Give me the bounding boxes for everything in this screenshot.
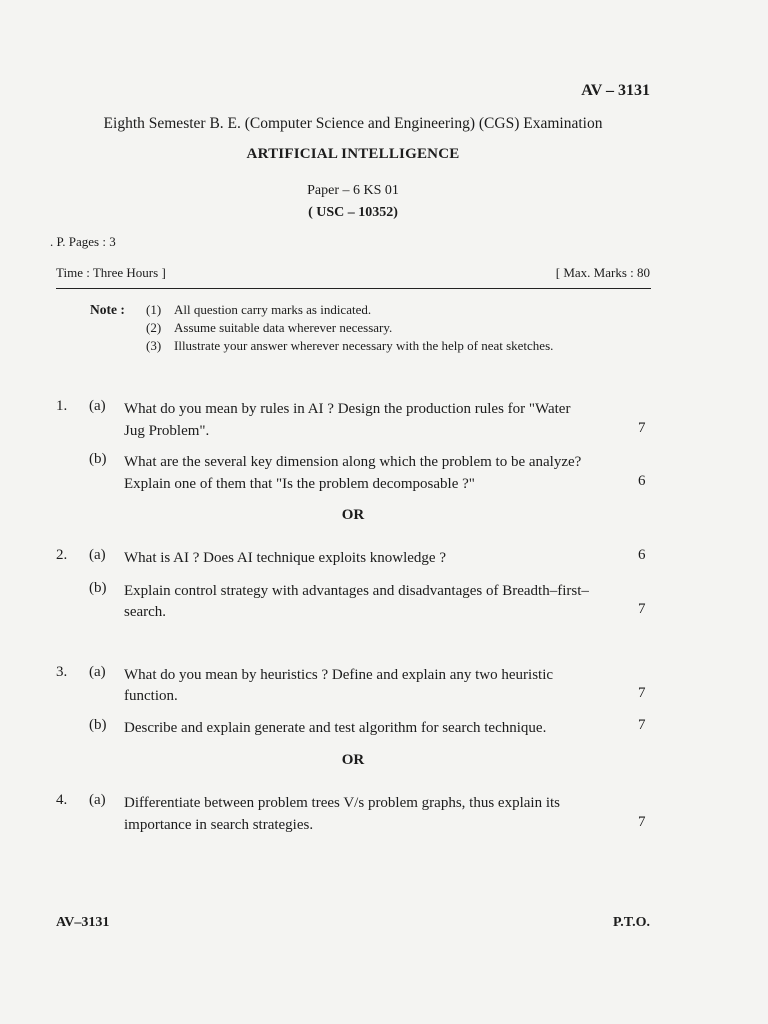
question-part-label: (b) [89,580,107,596]
max-marks: [ Max. Marks : 80 [555,265,650,280]
question-marks: 6 [638,547,646,563]
question-text: search. [124,604,167,620]
paper-code: AV – 3131 [581,82,650,99]
question-text: Explain control strategy with advantages and disadvantages of Breadth–first– [124,583,589,599]
exam-title: Eighth Semester B. E. (Computer Science and Engineering) (CGS) Examination [103,115,603,132]
paper-number: Paper – 6 KS 01 [307,183,399,198]
question-text: What is AI ? Does AI technique exploits knowledge ? [124,550,447,566]
question-number: 3. [56,664,68,680]
note-text: All question carry marks as indicated. [174,302,372,317]
question-text: Differentiate between problem trees V/s problem graphs, thus explain its [124,795,560,811]
question-text: What do you mean by rules in AI ? Design the production rules for "Water [124,401,571,417]
note-item [146,320,392,336]
question-number: 4. [56,792,68,808]
question-part-label: (b) [89,717,107,733]
question-marks: 7 [638,601,646,617]
question-marks: 7 [638,717,646,733]
question-text: Explain one of them that "Is the problem decomposable ?" [124,476,475,492]
note-label: Note : [90,302,125,317]
page-count: . P. Pages : 3 [50,234,116,249]
question-part-label: (a) [89,547,106,563]
question-text: importance in search strategies. [124,817,314,833]
or-divider: OR [341,507,365,523]
note-number: (2) [146,320,162,335]
question-text: What are the several key dimension along which the problem to be analyze? [124,454,582,470]
note-item [146,302,371,318]
question-marks: 7 [638,685,646,701]
header-divider [56,288,651,289]
question-number: 1. [56,398,68,414]
note-text: Assume suitable data wherever necessary. [174,320,393,335]
note-number: (1) [146,302,162,317]
question-part-label: (b) [89,451,107,467]
note-item [146,338,553,354]
note-text: Illustrate your answer wherever necessary with the help of neat sketches. [174,338,554,353]
question-text: What do you mean by heuristics ? Define and explain any two heuristic [124,667,554,683]
question-text: Describe and explain generate and test algorithm for search technique. [124,720,547,736]
please-turn-over: P.T.O. [613,915,650,930]
or-divider: OR [341,752,365,768]
question-number: 2. [56,547,68,563]
footer-paper-code: AV–3131 [56,915,110,930]
question-part-label: (a) [89,792,106,808]
question-text: function. [124,688,178,704]
question-marks: 6 [638,473,646,489]
question-part-label: (a) [89,398,106,414]
usc-code: ( USC – 10352) [308,205,398,220]
question-part-label: (a) [89,664,106,680]
subject-title: ARTIFICIAL INTELLIGENCE [246,146,460,162]
question-marks: 7 [638,420,646,436]
question-marks: 7 [638,814,646,830]
question-text: Jug Problem". [124,423,210,439]
note-number: (3) [146,338,162,353]
time-allowed: Time : Three Hours ] [56,265,166,280]
